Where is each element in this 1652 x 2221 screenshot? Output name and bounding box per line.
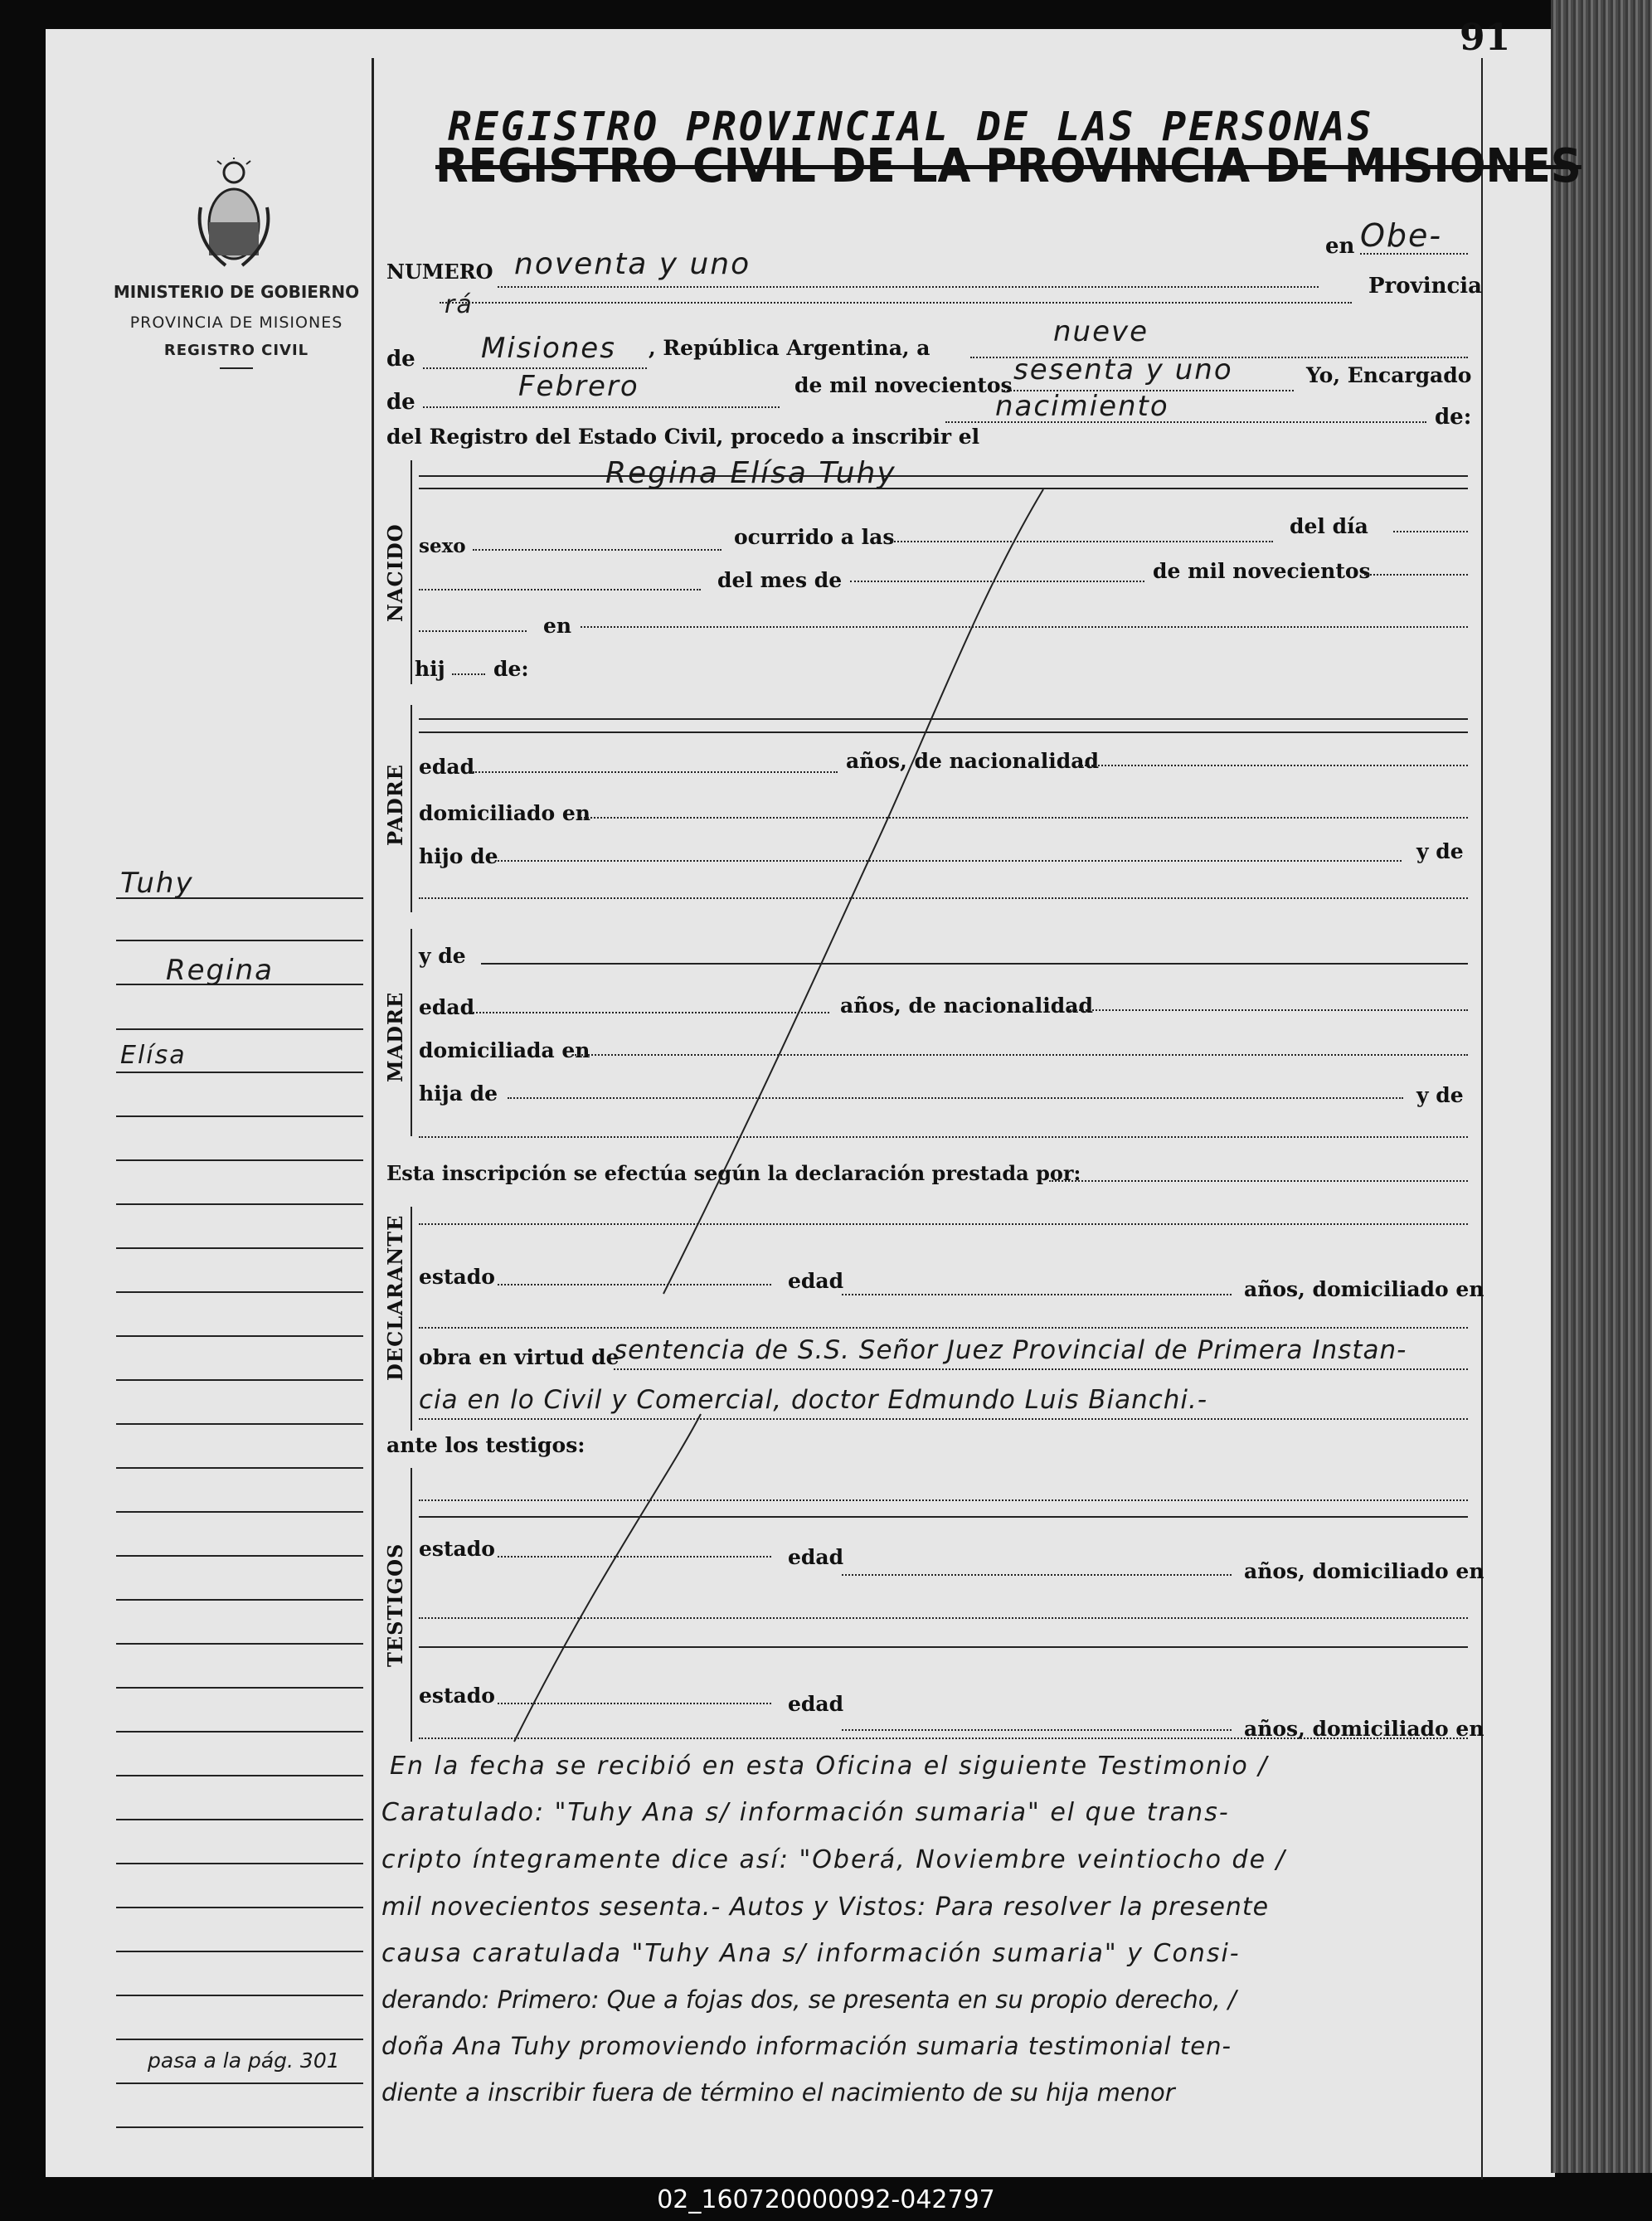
madre-side-label: MADRE xyxy=(383,991,407,1082)
declarante-anios-domiciliado: años, domiciliado en xyxy=(1244,1277,1484,1301)
ministry-name: MINISTERIO DE GOBIERNO xyxy=(113,282,360,302)
nacido-en: en xyxy=(543,614,572,638)
margin-name-1: Regina xyxy=(166,954,274,987)
mes-value: Febrero xyxy=(518,370,639,403)
testigo1-edad: edad xyxy=(788,1545,844,1569)
testigos-side-label: TESTIGOS xyxy=(383,1543,407,1667)
nacido-hij: hij xyxy=(415,657,445,681)
note-line-4: mil novecientos sesenta.- Autos y Vistos: Para resolver la presente xyxy=(381,1893,1270,1922)
provincia-label: Provincia xyxy=(1368,274,1483,299)
de-label-1: de xyxy=(386,347,415,372)
madre-y-de-1: y de xyxy=(419,944,466,968)
note-line-2: Caratulado: "Tuhy Ana s/ información sumaria" el que trans- xyxy=(381,1798,1230,1827)
republica-label: , República Argentina, a xyxy=(649,336,930,360)
registry-name: REGISTRO CIVIL xyxy=(163,342,309,359)
province-name: PROVINCIA DE MISIONES xyxy=(129,313,343,332)
declarante-side-label: DECLARANTE xyxy=(383,1214,407,1381)
nombre-value: Regina Elísa Tuhy xyxy=(605,456,896,490)
nacido-de: de: xyxy=(493,657,529,681)
en-value: Obe- xyxy=(1360,217,1443,254)
note-line-1: En la fecha se recibió en esta Oficina el siguiente Testimonio / xyxy=(390,1752,1269,1781)
title-stamp: REGISTRO PROVINCIAL DE LAS PERSONAS xyxy=(448,104,1374,150)
nacido-del-dia: del día xyxy=(1290,514,1368,538)
padre-y-de: y de xyxy=(1416,839,1464,863)
numero-value: noventa y uno xyxy=(514,247,751,281)
place-continued: rá xyxy=(445,290,474,319)
nacido-del-mes: del mes de xyxy=(717,568,843,592)
de-label-2: de xyxy=(386,390,415,415)
padre-edad: edad xyxy=(419,755,475,779)
declarante-estado: estado xyxy=(419,1265,495,1289)
page-number: 91 xyxy=(1460,17,1511,59)
acto-value: nacimiento xyxy=(995,390,1169,423)
note-line-8: diente a inscribir fuera de término el nacimiento de su hija menor xyxy=(381,2078,1175,2107)
margin-continued-note: pasa a la pág. 301 xyxy=(148,2048,340,2073)
madre-hija-de: hija de xyxy=(419,1081,498,1106)
madre-domiciliada: domiciliada en xyxy=(419,1038,590,1062)
margin-name-2: Elísa xyxy=(120,1041,187,1070)
declarante-obra-value-2: cia en lo Civil y Comercial, doctor Edmundo Luis Bianchi.- xyxy=(419,1385,1208,1415)
nacido-sexo: sexo xyxy=(419,535,466,557)
anio-value: sesenta y uno xyxy=(1013,353,1233,386)
declarante-obra-label: obra en virtud de xyxy=(419,1345,620,1369)
ante-los-testigos: ante los testigos: xyxy=(386,1433,585,1457)
padre-side-label: PADRE xyxy=(383,764,407,846)
declarante-edad: edad xyxy=(788,1269,844,1293)
testigo1-estado: estado xyxy=(419,1537,495,1561)
padre-hijo-de: hijo de xyxy=(419,844,498,868)
testigo2-estado: estado xyxy=(419,1684,495,1708)
madre-edad: edad xyxy=(419,995,475,1019)
numero-label: NUMERO xyxy=(386,260,493,284)
note-line-7: doña Ana Tuhy promoviendo información sumaria testimonial ten- xyxy=(381,2032,1232,2060)
nacido-mil-novecientos: de mil novecientos xyxy=(1153,559,1371,583)
dia-value: nueve xyxy=(1053,315,1149,348)
registro-label: del Registro del Estado Civil, procedo a inscribir el xyxy=(386,425,980,449)
declaracion-label: Esta inscripción se efectúa según la declaración prestada por: xyxy=(386,1161,1081,1185)
testigo1-anios-domiciliado: años, domiciliado en xyxy=(1244,1559,1484,1583)
de-colon-label: de: xyxy=(1435,405,1472,430)
padre-domiciliado: domiciliado en xyxy=(419,801,590,825)
mil-novecientos-label: de mil novecientos xyxy=(794,373,1013,397)
madre-anios-nacionalidad: años, de nacionalidad xyxy=(840,994,1093,1018)
padre-anios-nacionalidad: años, de nacionalidad xyxy=(846,749,1099,773)
nacido-ocurrido: ocurrido a las xyxy=(734,525,895,549)
testigo2-edad: edad xyxy=(788,1692,844,1716)
note-line-3: cripto íntegramente dice así: "Oberá, Noviembre veintiocho de / xyxy=(381,1845,1286,1874)
title-struck: REGISTRO CIVIL DE LA PROVINCIA DE MISIONES xyxy=(435,139,1582,193)
declarante-obra-value-1: sentencia de S.S. Señor Juez Provincial de Primera Instan- xyxy=(614,1335,1407,1365)
provincia-value: Misiones xyxy=(481,332,616,365)
note-line-6: derando: Primero: Que a fojas dos, se presenta en su propio derecho, / xyxy=(381,1985,1237,2014)
image-id-footer: 02_160720000092-042797 xyxy=(0,2180,1652,2221)
yo-encargado-label: Yo, Encargado xyxy=(1306,363,1472,387)
en-label: en xyxy=(1325,234,1355,259)
nacido-side-label: NACIDO xyxy=(383,523,407,622)
testigo2-anios-domiciliado: años, domiciliado en xyxy=(1244,1717,1484,1741)
note-line-5: causa caratulada "Tuhy Ana s/ información sumaria" y Consi- xyxy=(381,1939,1241,1968)
margin-surname: Tuhy xyxy=(120,867,194,900)
madre-y-de-2: y de xyxy=(1416,1083,1464,1107)
